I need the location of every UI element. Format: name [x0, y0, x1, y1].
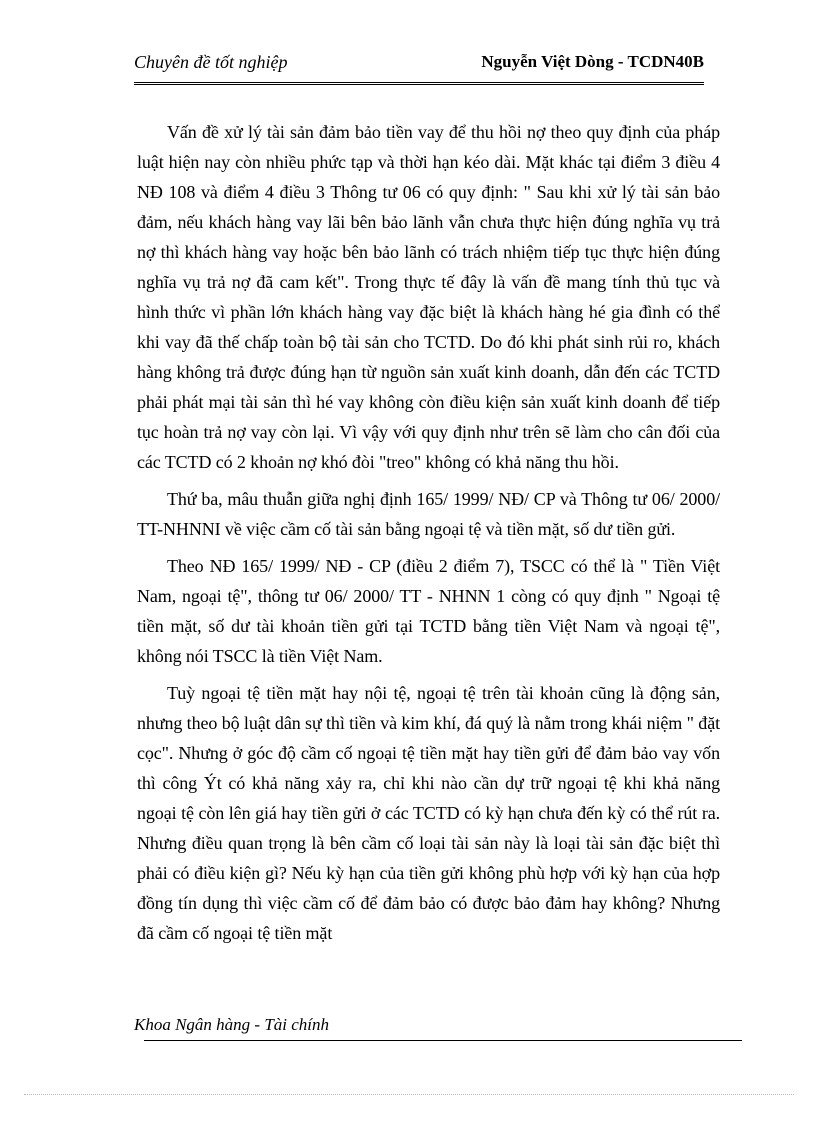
footer-divider	[144, 1040, 742, 1041]
footer-faculty: Khoa Ngân hàng - Tài chính	[134, 1015, 330, 1034]
header-divider	[134, 82, 704, 85]
header-document-title: Chuyên đề tốt nghiệp	[134, 52, 288, 72]
paragraph-1: Vấn đề xử lý tài sản đảm bảo tiền vay để thu hồi nợ theo quy định của pháp luật hiện nay còn nhiều phức tạp và thời hạn kéo dài. Mặt khác tại điểm 3 điều 4 NĐ 108 và điểm 4 điều 3 Thông tư 06 có quy định: " Sau khi xử lý tài sản bảo đảm, nếu khách hàng vay lãi bên bảo lãnh vẫn chưa thực hiện đúng nghĩa vụ trả nợ thì khách hàng vay hoặc bên bảo lãnh có trách nhiệm tiếp tục thực hiện đúng nghĩa vụ trả nợ đã cam kết". Trong thực tế đây là vấn đề mang tính thủ tục và hình thức vì phần lớn khách hàng vay đặc biệt là khách hàng hé gia đình có thể khi vay đã thế chấp toàn bộ tài sản cho TCTD. Do đó khi phát sinh rủi ro, khách hàng không trả được đúng hạn từ nguồn sản xuất kinh doanh, dẫn đến các TCTD phải phát mại tài sản thì hé vay không còn điều kiện sản xuất kinh doanh để tiếp tục hoàn trả nợ vay còn lại. Vì vậy với quy định như trên sẽ làm cho cân đối của các TCTD có 2 khoản nợ khó đòi "treo" không có khả năng thu hồi.	[137, 122, 720, 472]
paragraph-4: Tuỳ ngoại tệ tiền mặt hay nội tệ, ngoại tệ trên tài khoản cũng là động sản, nhưng theo bộ luật dân sự thì tiền và kim khí, đá quý là nằm trong khái niệm " đặt cọc". Nhưng ở góc độ cầm cố ngoại tệ tiền mặt hay tiền gửi để đảm bảo vay vốn thì công Ýt có khả năng xảy ra, chỉ khi nào cần dự trữ ngoại tệ khi khả năng ngoại tệ còn lên giá hay tiền gửi ở các TCTD có kỳ hạn chưa đến kỳ có thể rút ra. Nhưng điều quan trọng là bên cầm cố loại tài sản này là loại tài sản đặc biệt thì phải có điều kiện gì? Nếu kỳ hạn của tiền gửi không phù hợp với kỳ hạn của hợp đồng tín dụng thì việc cầm cố để đảm bảo có được bảo đảm hay không? Nhưng đã cầm cố ngoại tệ tiền mặt	[137, 683, 720, 943]
page-edge	[24, 1094, 794, 1095]
paragraph-3: Theo NĐ 165/ 1999/ NĐ - CP (điều 2 điểm 7), TSCC có thể là " Tiền Việt Nam, ngoại tệ", thông tư 06/ 2000/ TT - NHNN 1 còng có quy định " Ngoại tệ tiền mặt, số dư tài khoản tiền gửi tại TCTD bằng tiền Việt Nam và ngoại tệ", không nói TSCC là tiền Việt Nam.	[137, 556, 720, 666]
body-text	[137, 117, 720, 955]
paragraph-2: Thứ ba, mâu thuẫn giữa nghị định 165/ 1999/ NĐ/ CP và Thông tư 06/ 2000/ TT-NHNNI về việc cầm cố tài sản bằng ngoại tệ và tiền mặt, số dư tiền gửi.	[137, 489, 720, 539]
header-author: Nguyễn Việt Dòng - TCDN40B	[481, 52, 704, 71]
page-header	[134, 50, 704, 80]
